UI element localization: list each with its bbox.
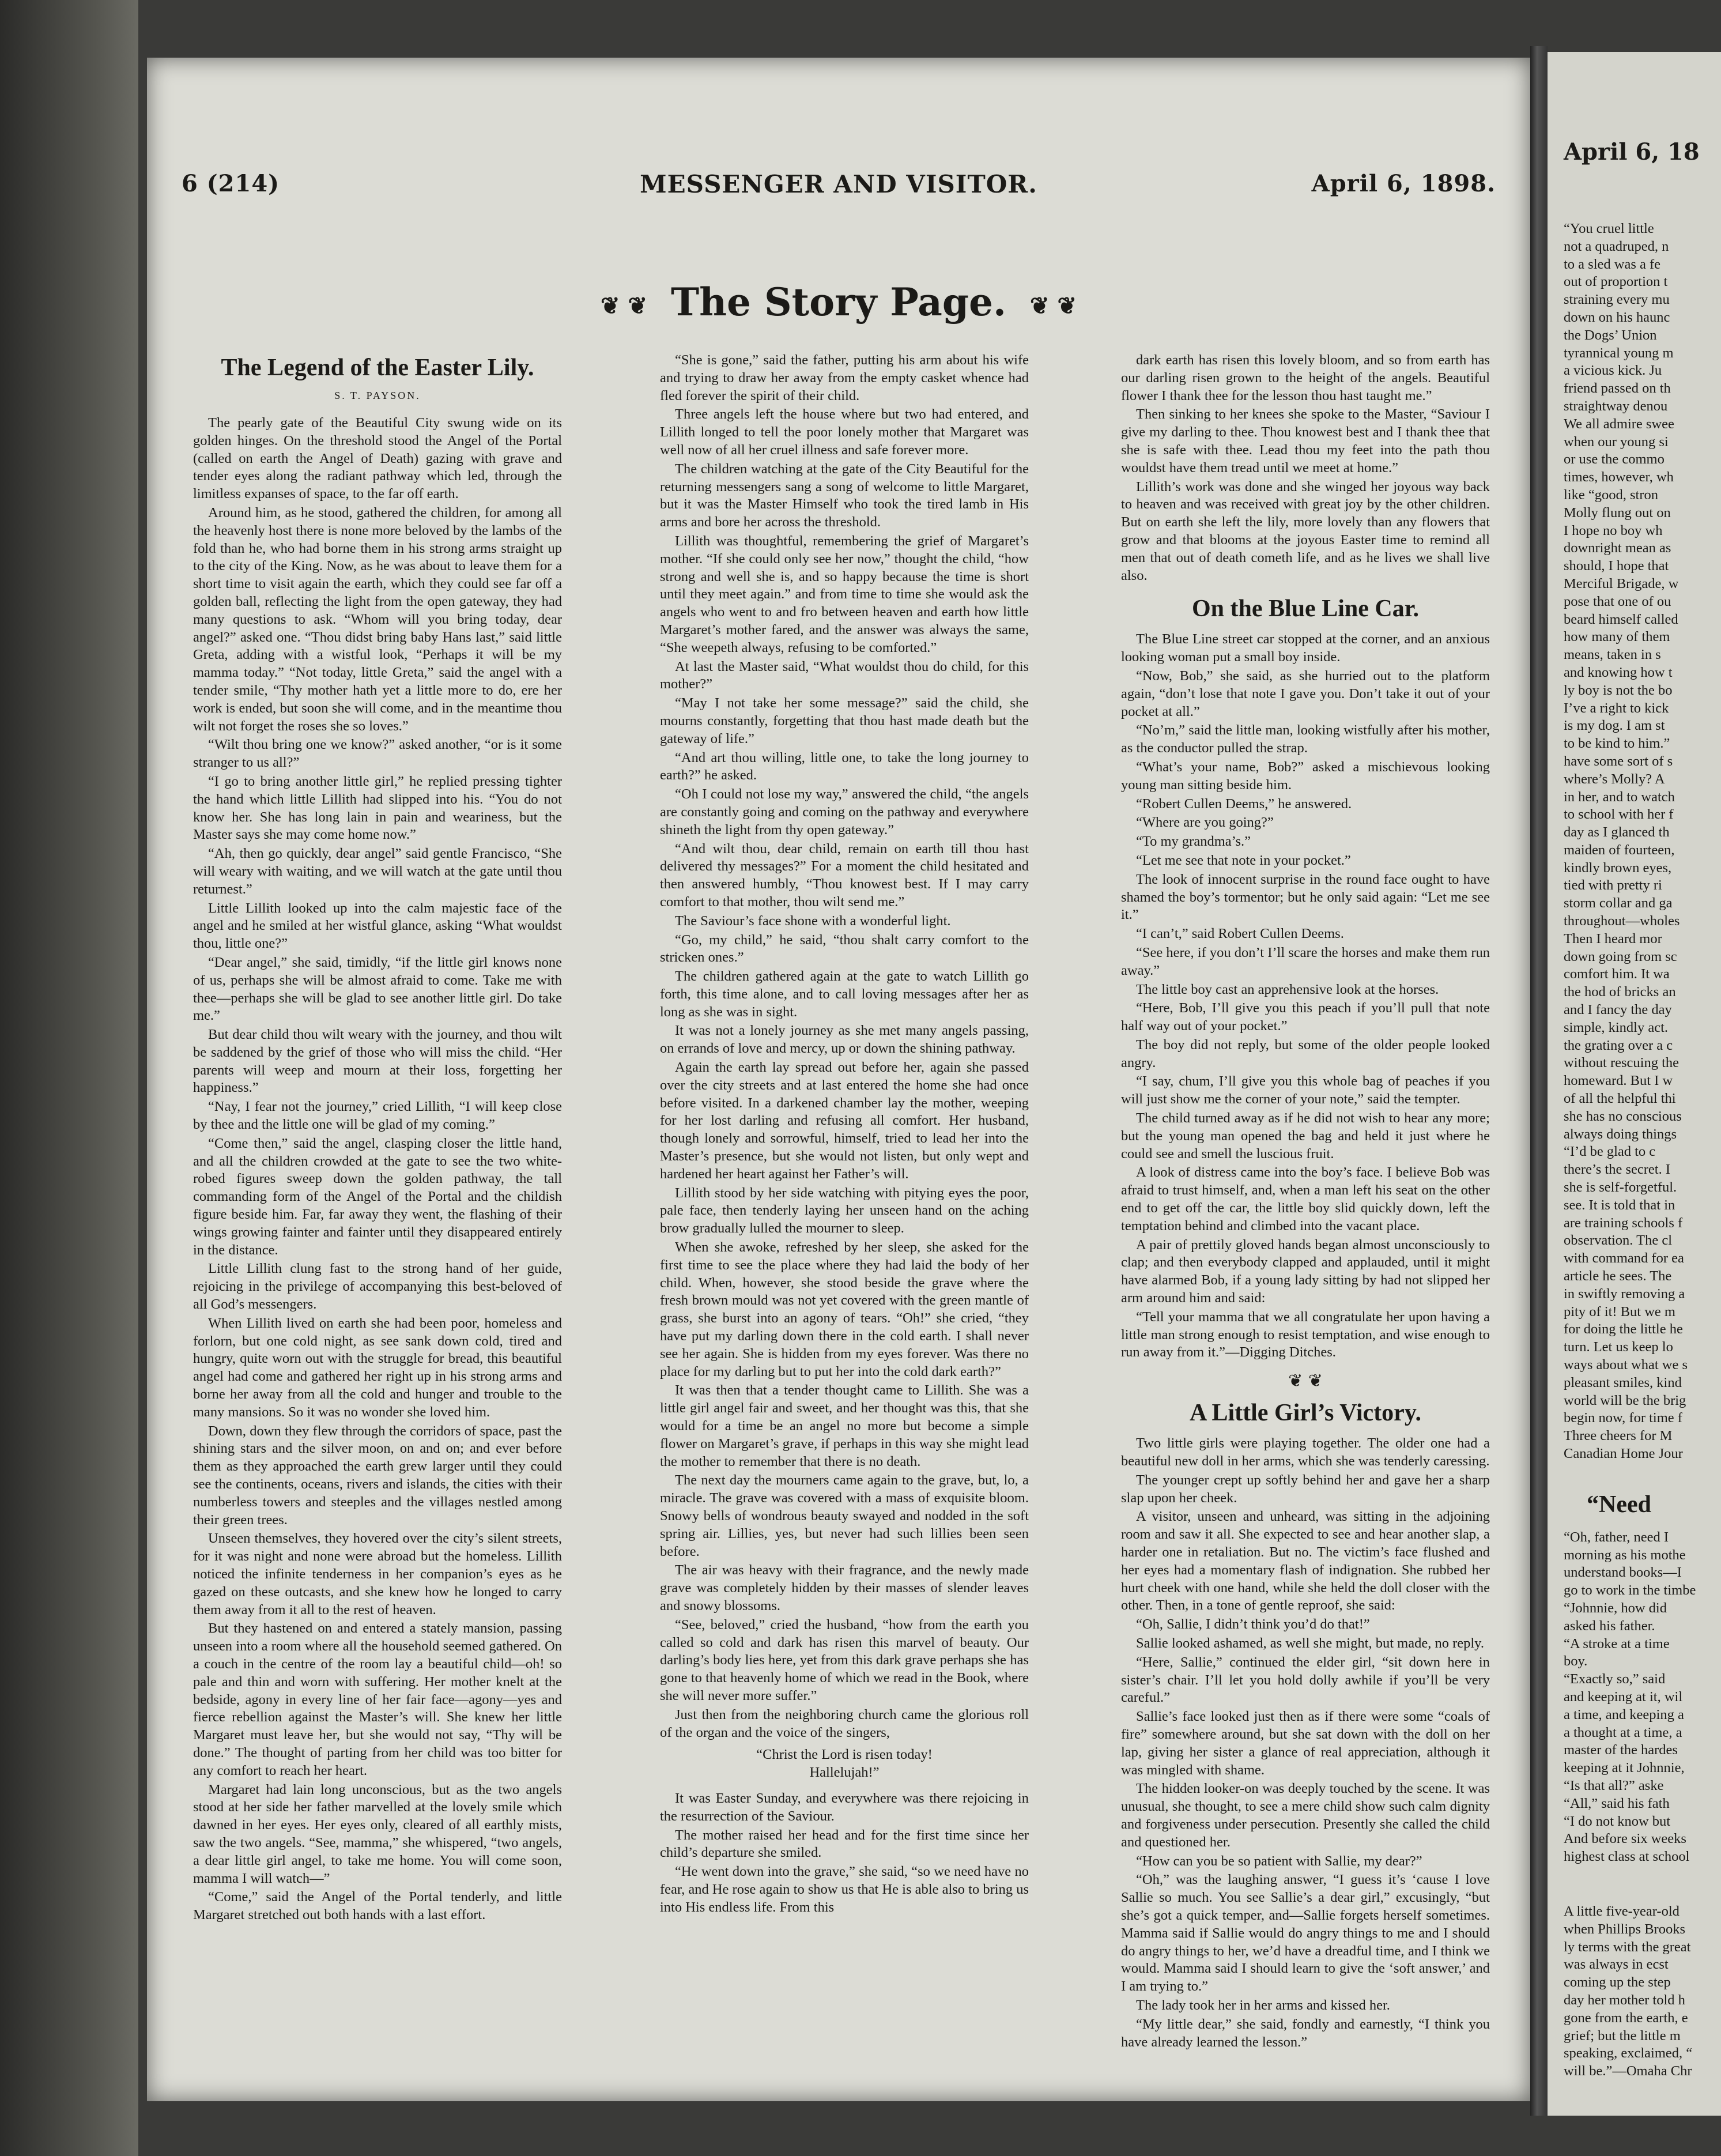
paragraph: Lillith was thoughtful, remembering the grief of Margaret’s mother. “If she could only see her now,” thought the child, “how strong and well she is, and so happy because the time is short until they meet again.” and from time to time she would ask the angels who went to and fro between heaven and earth how little Margaret’s mother fared, and the answer was always the same, “She weepeth always, refusing to be comforted.”	[660, 533, 1029, 655]
text-line: grief; but the little m	[1564, 2027, 1681, 2044]
page-number: 6 (214)	[182, 170, 280, 197]
legend-body-col1	[193, 414, 562, 1924]
paragraph: “Here, Bob, I’ll give you this peach if you’ll pull that note half way out of your pocket.”	[1121, 1000, 1490, 1034]
next-page-lines-a	[1564, 220, 1714, 1463]
paragraph: “Oh I could not lose my way,” answered the child, “the angels are constantly going and coming on the pathway and everywhere shineth the light from thy open gateway.”	[660, 786, 1029, 838]
text-line: “A stroke at a time	[1564, 1635, 1670, 1652]
text-line: Merciful Brigade, w	[1564, 575, 1679, 591]
text-line: always doing things	[1564, 1126, 1677, 1142]
next-page-column	[1564, 138, 1714, 2080]
newspaper-page	[147, 58, 1530, 2101]
text-line: Then I heard mor	[1564, 930, 1662, 947]
legend-body-col2-end	[660, 1790, 1029, 1917]
paragraph: dark earth has risen this lovely bloom, and so from earth has our darling risen grown to the height of the angels. Beautiful flower I thank thee for the lesson thou hast taught me.”	[1121, 352, 1490, 404]
paragraph: “What’s your name, Bob?” asked a mischievous looking young man sitting beside him.	[1121, 759, 1490, 793]
paragraph: “Go, my child,” he said, “thou shalt carry comfort to the stricken ones.”	[660, 932, 1029, 966]
text-line: ly terms with the great	[1564, 1939, 1691, 1955]
text-line: the grating over a c	[1564, 1037, 1673, 1053]
text-line: ways about what we s	[1564, 1357, 1688, 1373]
text-line: of all the helpful thi	[1564, 1091, 1676, 1107]
paragraph: “Come,” said the Angel of the Portal tenderly, and little Margaret stretched out both hands with a last effort.	[193, 1889, 562, 1923]
text-line: storm collar and ga	[1564, 895, 1673, 911]
text-line: is my dog. I am st	[1564, 718, 1665, 734]
text-line: times, however, wh	[1564, 469, 1674, 485]
paragraph: Lillith’s work was done and she winged her joyous way back to heaven and was received with great joy by the other children. But on earth she left the lily, more lovely than any flowers that grow and that blooms at the joyous Easter time to remind all men that out of death cometh life, and as he lives we shall live also.	[1121, 478, 1490, 583]
text-line: to a sled was a fe	[1564, 256, 1661, 272]
text-line: downright mean as	[1564, 540, 1671, 556]
text-line: gone from the earth, e	[1564, 2010, 1688, 2026]
paragraph: “How can you be so patient with Sallie, my dear?”	[1136, 1853, 1422, 1869]
next-page-gap	[1564, 1866, 1714, 1903]
paragraph: But dear child thou wilt weary with the journey, and thou wilt be saddened by the grief of those who will miss the child. “Her parents will weep and mourn at their loss, forgetting her happiness.”	[193, 1027, 562, 1096]
paragraph: “Where are you going?”	[1136, 815, 1274, 831]
paragraph: The hidden looker-on was deeply touched by the scene. It was unusual, she thought, to see a mere child show such calm dignity and forgiveness under persecution. Presently she called the child and questioned her.	[1121, 1781, 1490, 1850]
text-line: tied with pretty ri	[1564, 877, 1662, 894]
paragraph: It was not a lonely journey as she met many angels passing, on errands of love and mercy, up or down the shining pathway.	[660, 1023, 1029, 1057]
paragraph: “And wilt thou, dear child, remain on earth till thou hast delivered thy messages?” For a moment the child hesitated and then answered humbly, “Thou knowest best. If I may carry comfort to that mother, thou wilt send me.”	[660, 840, 1029, 910]
text-line: simple, kindly act.	[1564, 1019, 1668, 1035]
text-line: world will be the brig	[1564, 1392, 1686, 1408]
text-line: I’ve a right to kick	[1564, 700, 1669, 716]
paragraph: “Ah, then go quickly, dear angel” said gentle Francisco, “She will weary with waiting, and we will watch at the gate until thou returnest.”	[193, 846, 562, 897]
paragraph: “Here, Sallie,” continued the elder girl, “sit down here in sister’s chair. I’ll let you hold dolly awhile if you’ll be very careful.”	[1121, 1654, 1490, 1706]
text-line: understand books—I	[1564, 1565, 1682, 1581]
text-line: and knowing how t	[1564, 664, 1673, 680]
paragraph: “See, beloved,” cried the husband, “how from the earth you called so cold and dark has risen this marvel of beauty. Our darling’s body lies here, yet from this dark grave perhaps she has gone to that heavenly home of which we read in the Book, where she will never more suffer.”	[660, 1616, 1029, 1703]
paragraph: “May I not take her some message?” said the child, she mourns constantly, forgetting that thou hast made death but the gateway of life.”	[660, 695, 1029, 747]
text-line: day her mother told h	[1564, 1992, 1685, 2008]
book-gutter	[1530, 46, 1548, 2116]
text-line: where’s Molly? A	[1564, 771, 1665, 787]
paragraph: The next day the mourners came again to the grave, but, lo, a miracle. The grave was covered with a mass of exquisite bloom. Snowy bells of wondrous beauty swayed and nodded in the soft spring air. Lillies, yes, but never had such lillies been seen before.	[660, 1472, 1029, 1559]
text-line: she is self-forgetful.	[1564, 1179, 1677, 1196]
text-line: out of proportion t	[1564, 274, 1668, 290]
paragraph: The child turned away as if he did not wish to hear any more; but the young man opened the bag and held it just where he could see and smell the luscious fruit.	[1121, 1110, 1490, 1162]
text-line: article he sees. The	[1564, 1268, 1672, 1284]
paragraph: “Now, Bob,” she said, as she hurried out to the platform again, “don’t lose that note I gave you. Don’t take it out of your pocket at all.”	[1121, 668, 1490, 719]
next-page-lines-c	[1564, 1903, 1714, 2080]
paragraph: “Let me see that note in your pocket.”	[1136, 852, 1351, 868]
text-line: the Dogs’ Union	[1564, 327, 1657, 343]
text-line: down on his haunc	[1564, 309, 1670, 325]
paragraph: “To my grandma’s.”	[1136, 834, 1251, 850]
text-line: tyrannical young m	[1564, 345, 1674, 361]
text-line: without rescuing the	[1564, 1055, 1680, 1071]
paragraph: “No’m,” said the little man, looking wistfully after his mother, as the conductor pulled the strap.	[1121, 722, 1490, 756]
text-line: throughout—wholes	[1564, 913, 1680, 929]
paragraph: Unseen themselves, they hovered over the city’s silent streets, for it was night and none were abroad but the homeless. Lillith noticed the infinite tenderness in her companion’s eyes as he gazed on these outcasts, and she knew how he longed to carry them away from it all to the rest of heaven.	[193, 1531, 562, 1618]
text-line: pity of it! But we m	[1564, 1303, 1675, 1320]
hymn-verse	[660, 1746, 1029, 1782]
text-line: I hope no boy wh	[1564, 522, 1663, 538]
paragraph: Two little girls were playing together. The older one had a beautiful new doll in her arms, which she was tenderly caressing.	[1121, 1435, 1490, 1469]
paragraph: It was Easter Sunday, and everywhere was there rejoicing in the resurrection of the Saviour.	[660, 1790, 1029, 1824]
text-line: morning as his mothe	[1564, 1547, 1686, 1563]
paragraph: “Oh, Sallie, I didn’t think you’d do that!”	[1136, 1616, 1370, 1633]
text-line: not a quadruped, n	[1564, 238, 1669, 254]
paragraph: “I say, chum, I’ll give you this whole bag of peaches if you will just show me the corner of your note,” said the tempter.	[1121, 1073, 1490, 1107]
text-line: coming up the step	[1564, 1974, 1671, 1991]
text-line: boy.	[1564, 1653, 1588, 1669]
text-line: turn. Let us keep lo	[1564, 1339, 1673, 1355]
text-line: should, I hope that	[1564, 558, 1669, 574]
text-line: We all admire swee	[1564, 416, 1674, 432]
text-line: she has no conscious	[1564, 1108, 1682, 1124]
paragraph: “He went down into the grave,” she said, “so we need have no fear, and He rose again to show us that He is able also to bring us into His endless life. From this	[660, 1864, 1029, 1915]
paragraph: “I go to bring another little girl,” he replied pressing tighter the hand which little Lillith had slipped into his. “You do not know her. She has long lain in pain and weariness, but the Master says she may come home now.”	[193, 773, 562, 843]
little-girl-body	[1121, 1435, 1490, 2051]
text-line: kindly brown eyes,	[1564, 860, 1672, 876]
text-line: pleasant smiles, kind	[1564, 1374, 1682, 1390]
paragraph: A pair of prettily gloved hands began almost unconsciously to clap; and then everybody clapped and applauded, until it might have alarmed Bob, if a young lady sitting by had not slipped her arm around him and said:	[1121, 1237, 1490, 1306]
text-line: beard himself called	[1564, 611, 1678, 627]
paragraph: “Wilt thou bring one we know?” asked another, “or is it some stranger to us all?”	[193, 737, 562, 771]
paragraph: The children watching at the gate of the City Beautiful for the returning messengers sang a song of welcome to little Margaret, but it was the Master Himself who took the tired lamb in His arms and bore her across the threshold.	[660, 461, 1029, 530]
paragraph: The children gathered again at the gate to watch Lillith go forth, this time alone, and to call loving messages after her as long as she was in sight.	[660, 968, 1029, 1020]
paragraph: Little Lillith looked up into the calm majestic face of the angel and he smiled at her wistful glance, asking “What wouldst thou, little one?”	[193, 900, 562, 952]
paragraph: When she awoke, refreshed by her sleep, she asked for the first time to see the place where they had laid the body of her child. When, however, she stood beside the grave where the fresh brown mould was not yet covered with the green mantle of grass, she burst into an agony of tears. “Oh!” she cried, “they have put my darling down there in the cold earth. I shall never see her again. She is hidden from my eyes forever. Was there no place for my darling but to put her into the cold dark earth?”	[660, 1239, 1029, 1379]
text-line: straining every mu	[1564, 292, 1670, 308]
text-line: “I’d be glad to c	[1564, 1144, 1656, 1160]
section-title-text: The Story Page.	[670, 280, 1007, 325]
text-line: begin now, for time f	[1564, 1410, 1682, 1426]
text-line: homeward. But I w	[1564, 1073, 1673, 1089]
text-line: to school with her f	[1564, 806, 1674, 823]
text-line: keeping at it Johnnie,	[1564, 1760, 1685, 1776]
paragraph: But they hastened on and entered a stately mansion, passing unseen into a room where all the household seemed gathered. On a couch in the centre of the room lay a beautiful child—oh! so pale and thin and worn with suffering. Her mother knelt at the bedside, agony in every line of her fair face—agony—yes and fierce rebellion against the Master’s will. She knew her little Margaret must leave her, but she would not say, “Thy will be done.” The thought of parting from her child was too bitter for any comfort to reach her heart.	[193, 1620, 562, 1778]
paragraph: The Blue Line street car stopped at the corner, and an anxious looking woman put a small boy inside.	[1121, 631, 1490, 665]
text-line: a vicious kick. Ju	[1564, 363, 1662, 379]
text-line: straightway denou	[1564, 398, 1668, 414]
paragraph: Sallie’s face looked just then as if there were some “coals of fire” somewhere around, but she sat down with the doll on her lap, giving her sister a glance of real appreciation, although it was mingled with shame.	[1121, 1709, 1490, 1778]
text-line: “Johnnie, how did	[1564, 1600, 1667, 1616]
separator-ornament-icon: ❦ ❦	[1288, 1371, 1323, 1392]
next-page-header-fragment: April 6, 18	[1564, 138, 1700, 165]
paragraph: Three angels left the house where but two had entered, and Lillith longed to tell the poor lonely mother that Margaret was well now of all her cruel illness and safe forever more.	[660, 406, 1029, 458]
article-title-blue-line: On the Blue Line Car.	[1192, 595, 1419, 623]
text-line: with command for ea	[1564, 1250, 1684, 1267]
text-line: or use the commo	[1564, 451, 1665, 468]
text-line: day as I glanced th	[1564, 824, 1670, 840]
next-page-fragment	[1548, 52, 1721, 2116]
next-page-lines-b	[1564, 1529, 1714, 1866]
scan-background-left	[0, 0, 138, 2156]
text-line: comfort him. It wa	[1564, 966, 1670, 982]
text-line: Canadian Home Jour	[1564, 1445, 1683, 1461]
text-line: in swiftly removing a	[1564, 1286, 1685, 1302]
text-line: observation. The cl	[1564, 1232, 1673, 1249]
paragraph: Again the earth lay spread out before her, again she passed over the city streets and at last entered the home she had once before visited. In a darkened chamber lay the mother, weeping for her lost darling and refusing all comfort. Her husband, though lonely and sorrowful, himself, tried to lead her into the Master’s presence, but she would not listen, but only wept and hardened her heart against her Father’s will.	[660, 1060, 1029, 1182]
paragraph: The mother raised her head and for the first time since her child’s departure she smiled.	[660, 1827, 1029, 1861]
text-line: go to work in the timbe	[1564, 1582, 1696, 1599]
paragraph: “See here, if you don’t I’ll scare the horses and make them run away.”	[1121, 944, 1490, 978]
hymn-line-1: “Christ the Lord is risen today!	[756, 1747, 933, 1763]
text-line: master of the hardes	[1564, 1742, 1678, 1758]
text-line: And before six weeks	[1564, 1831, 1686, 1847]
paragraph: “Tell your mamma that we all congratulate her upon having a little man strong enough to resist temptation, and wise enough to run away from it.”—Digging Ditches.	[1121, 1309, 1490, 1360]
text-line: highest class at school	[1564, 1849, 1690, 1865]
paragraph: The little boy cast an apprehensive look at the horses.	[1136, 981, 1439, 997]
hymn-line-2: Hallelujah!”	[809, 1765, 880, 1781]
article-byline: S. T. PAYSON.	[334, 390, 421, 401]
text-line: the hod of bricks an	[1564, 984, 1676, 1000]
text-line: pose that one of ou	[1564, 593, 1671, 609]
text-line: speaking, exclaimed, “	[1564, 2045, 1693, 2061]
text-line: to be kind to him.”	[1564, 736, 1670, 752]
text-line: there’s the secret. I	[1564, 1162, 1671, 1178]
text-line: Molly flung out on	[1564, 504, 1671, 521]
text-line: asked his father.	[1564, 1618, 1655, 1634]
section-title	[147, 280, 1530, 325]
text-line: in her, and to watch	[1564, 789, 1675, 805]
paragraph: “Robert Cullen Deems,” he answered.	[1136, 796, 1352, 812]
text-line: A little five-year-old	[1564, 1903, 1680, 1919]
text-line: means, taken in s	[1564, 647, 1661, 663]
column-2	[660, 352, 1029, 1918]
blue-line-body	[1121, 631, 1490, 1362]
paragraph: “I can’t,” said Robert Cullen Deems.	[1136, 926, 1344, 942]
paragraph: The look of innocent surprise in the round face ought to have shamed the boy’s tormentor; but he only said again: “Let me see it.”	[1121, 871, 1490, 923]
paragraph: The Saviour’s face shone with a wonderful light.	[675, 913, 951, 929]
paragraph: Sallie looked ashamed, as well she might, but made, no reply.	[1136, 1635, 1484, 1651]
legend-body-col3	[1121, 352, 1490, 585]
legend-body-col2	[660, 352, 1029, 1742]
text-line: when Phillips Brooks	[1564, 1921, 1685, 1937]
paragraph: “Dear angel,” she said, timidly, “if the little girl knows none of us, perhaps she will be almost afraid to come. Take me with thee—perhaps she will be glad to see another little girl. Do take me.”	[193, 954, 562, 1024]
paragraph: The boy did not reply, but some of the older people looked angry.	[1121, 1036, 1490, 1071]
paragraph: The air was heavy with their fragrance, and the newly made grave was completely hidden by their masses of slender leaves and snowy blossoms.	[660, 1562, 1029, 1614]
paragraph: It was then that a tender thought came to Lillith. She was a little girl angel fair and sweet, and her thought was this, that she would for a time be an angel no more but become a simple flower on Margaret’s grave, if perhaps in this way she might lead the mother to remember that there is no death.	[660, 1382, 1029, 1469]
ornament-right-icon: ❦ ❦	[1030, 292, 1077, 319]
ornament-left-icon: ❦ ❦	[601, 292, 647, 319]
text-line: and keeping at it, wil	[1564, 1688, 1683, 1705]
paragraph: The pearly gate of the Beautiful City swung wide on its golden hinges. On the threshold stood the Angel of the Portal (called on earth the Angel of Death) gazing with grave and tender eyes along the radiant pathway which led, through the limitless expanses of space, to the far off earth.	[193, 415, 562, 502]
article-title-legend: The Legend of the Easter Lily.	[221, 355, 534, 381]
text-line: maiden of fourteen,	[1564, 842, 1675, 858]
article-title-little-girl: A Little Girl’s Victory.	[1189, 1400, 1422, 1427]
text-line: and I fancy the day	[1564, 1002, 1672, 1018]
paragraph: “Nay, I fear not the journey,” cried Lillith, “I will keep close by thee and the little one will be glad of my coming.”	[193, 1099, 562, 1133]
paragraph: Margaret had lain long unconscious, but as the two angels stood at her side her father marvelled at the lovely smile which dawned in her eyes. Her eyes only, cleared of all earthly mists, saw the two angels. “See, mamma,” she whispered, “two angels, a dear little girl angel, to take me home. You will come soon, mamma I will watch—”	[193, 1781, 562, 1886]
text-line: are training schools f	[1564, 1215, 1683, 1231]
paragraph: A visitor, unseen and unheard, was sitting in the adjoining room and saw it all. She expected to see and hear another slap, a harder one in retaliation. But no. The victim’s face flushed and her eyes had a momentary flash of indignation. She rubbed her hurt cheek with one hand, while she held the doll closer with the other. Then, in a tone of gentle reproof, she said:	[1121, 1509, 1490, 1614]
text-line: “All,” said his fath	[1564, 1795, 1670, 1811]
paragraph: “She is gone,” said the father, putting his arm about his wife and trying to draw her away from the empty casket whence had fled forever the spirit of their child.	[660, 352, 1029, 404]
paragraph: Just then from the neighboring church came the glorious roll of the organ and the voice of the singers,	[660, 1706, 1029, 1740]
text-line: Three cheers for M	[1564, 1428, 1673, 1444]
column-3	[1121, 352, 1490, 2052]
text-line: down going from sc	[1564, 948, 1677, 964]
paragraph: Down, down they flew through the corridors of space, past the shining stars and the silver moon, on and on; and ever before them as they approached the earth grew larger until they could see the continents, oceans, rivers and islands, the cities with their numberless towers and steeples and the villages nestled among their green trees.	[193, 1423, 562, 1528]
text-line: ly boy is not the bo	[1564, 682, 1673, 698]
text-line: “Exactly so,” said	[1564, 1671, 1666, 1687]
next-page-title-fragment: “Need	[1587, 1491, 1651, 1518]
text-line: will be.”—Omaha Chr	[1564, 2063, 1692, 2079]
paragraph: The lady took her in her arms and kissed her.	[1136, 1997, 1390, 2013]
paragraph: Lillith stood by her side watching with pitying eyes the poor, pale face, then tenderly laying her unseen hand on the aching brow gradually lulled the mourner to sleep.	[660, 1185, 1029, 1237]
issue-date: April 6, 1898.	[1311, 170, 1496, 197]
paragraph: “Oh,” was the laughing answer, “I guess it’s ‘cause I love Sallie so much. You see Sallie’s a dear girl,” excusingly, “but she’s got a quick temper, and—Sallie forgets herself sometimes. Mamma said if Sallie would do angry things to me and I should do angry things to her, we’d have a dreadful time, and I think we would. Mamma said I should learn to give the ‘soft answer,’ and I am trying to.”	[1121, 1872, 1490, 1995]
text-line: when our young si	[1564, 434, 1669, 450]
paragraph: “My little dear,” she said, fondly and earnestly, “I think you have already learned the lesson.”	[1121, 2016, 1490, 2050]
paragraph: Little Lillith clung fast to the strong hand of her guide, rejoicing in the privilege of accompanying this best-beloved of all God’s messengers.	[193, 1261, 562, 1313]
paragraph: Then sinking to her knees she spoke to the Master, “Saviour I give my darling to thee. Thou knowest best and I thank thee that she is safe with thee. Lead thou my feet into the path thou wouldst have them tread until we meet at home.”	[1121, 406, 1490, 476]
text-line: “Oh, father, need I	[1564, 1529, 1669, 1545]
text-line: see. It is told that in	[1564, 1197, 1675, 1213]
paragraph: “And art thou willing, little one, to take the long journey to earth?” he asked.	[660, 749, 1029, 783]
column-1	[193, 352, 562, 1925]
text-line: how many of them	[1564, 629, 1670, 645]
text-line: friend passed on th	[1564, 380, 1671, 397]
paragraph: At last the Master said, “What wouldst thou do child, for this mother?”	[660, 658, 1029, 692]
paragraph: Around him, as he stood, gathered the children, for among all the heavenly host there is none more beloved by the lambs of the fold than he, who had borne them in his strong arms straight up to the city of the King. Now, as he was about to leave them for a short time to visit again the earth, which they could see far off a golden ball, reflecting the light from the open gateway, they had many questions to ask. “Whom will you bring today, dear angel?” asked one. “Thou didst bring baby Hans last,” said little Greta, adding with a wistful look, “Perhaps it will be my mamma today.” “Not today, little Greta,” said the angel with a tender smile, “Thy mother hath yet a little more to do, ere her work is ended, but soon she will come, and in the meantime thou wilt not forget the roses she so loves.”	[193, 504, 562, 734]
text-line: “Is that all?” aske	[1564, 1777, 1664, 1793]
text-line: have some sort of s	[1564, 753, 1673, 769]
page-header	[182, 170, 1496, 222]
text-line: for doing the little he	[1564, 1321, 1683, 1337]
text-line: like “good, stron	[1564, 487, 1658, 503]
paragraph: A look of distress came into the boy’s face. I believe Bob was afraid to trust himself, and, when a man left his seat on the other end to get off the car, the little boy slid quickly down, left the temptation behind and climbed into the vacant place.	[1121, 1164, 1490, 1234]
paragraph: When Lillith lived on earth she had been poor, homeless and forlorn, but one cold night, as see sank down cold, tired and hungry, quite worn out with the struggle for bread, this beautiful angel had come and gathered her right up in his strong arms and borne her away from all the cold and hunger and trouble to the many mansions. So it was no wonder she loved him.	[193, 1315, 562, 1420]
text-line: “You cruel little	[1564, 221, 1654, 236]
text-line: a time, and keeping a	[1564, 1706, 1684, 1722]
text-line: a thought at a time, a	[1564, 1724, 1682, 1740]
text-line: was always in ecst	[1564, 1957, 1669, 1973]
paragraph: “Come then,” said the angel, clasping closer the little hand, and all the children crowded at the gate to see the two white-robed figures sweep down the golden pathway, the tall commanding form of the Angel of the Portal and the childish figure beside him. Far, far away they went, the flashing of their wings growing fainter and fainter until they disappeared entirely in the distance.	[193, 1135, 562, 1258]
text-line: “I do not know but	[1564, 1813, 1671, 1829]
publication-title: MESSENGER AND VISITOR.	[640, 170, 1037, 198]
paragraph: The younger crept up softly behind her and gave her a sharp slap upon her cheek.	[1121, 1472, 1490, 1506]
